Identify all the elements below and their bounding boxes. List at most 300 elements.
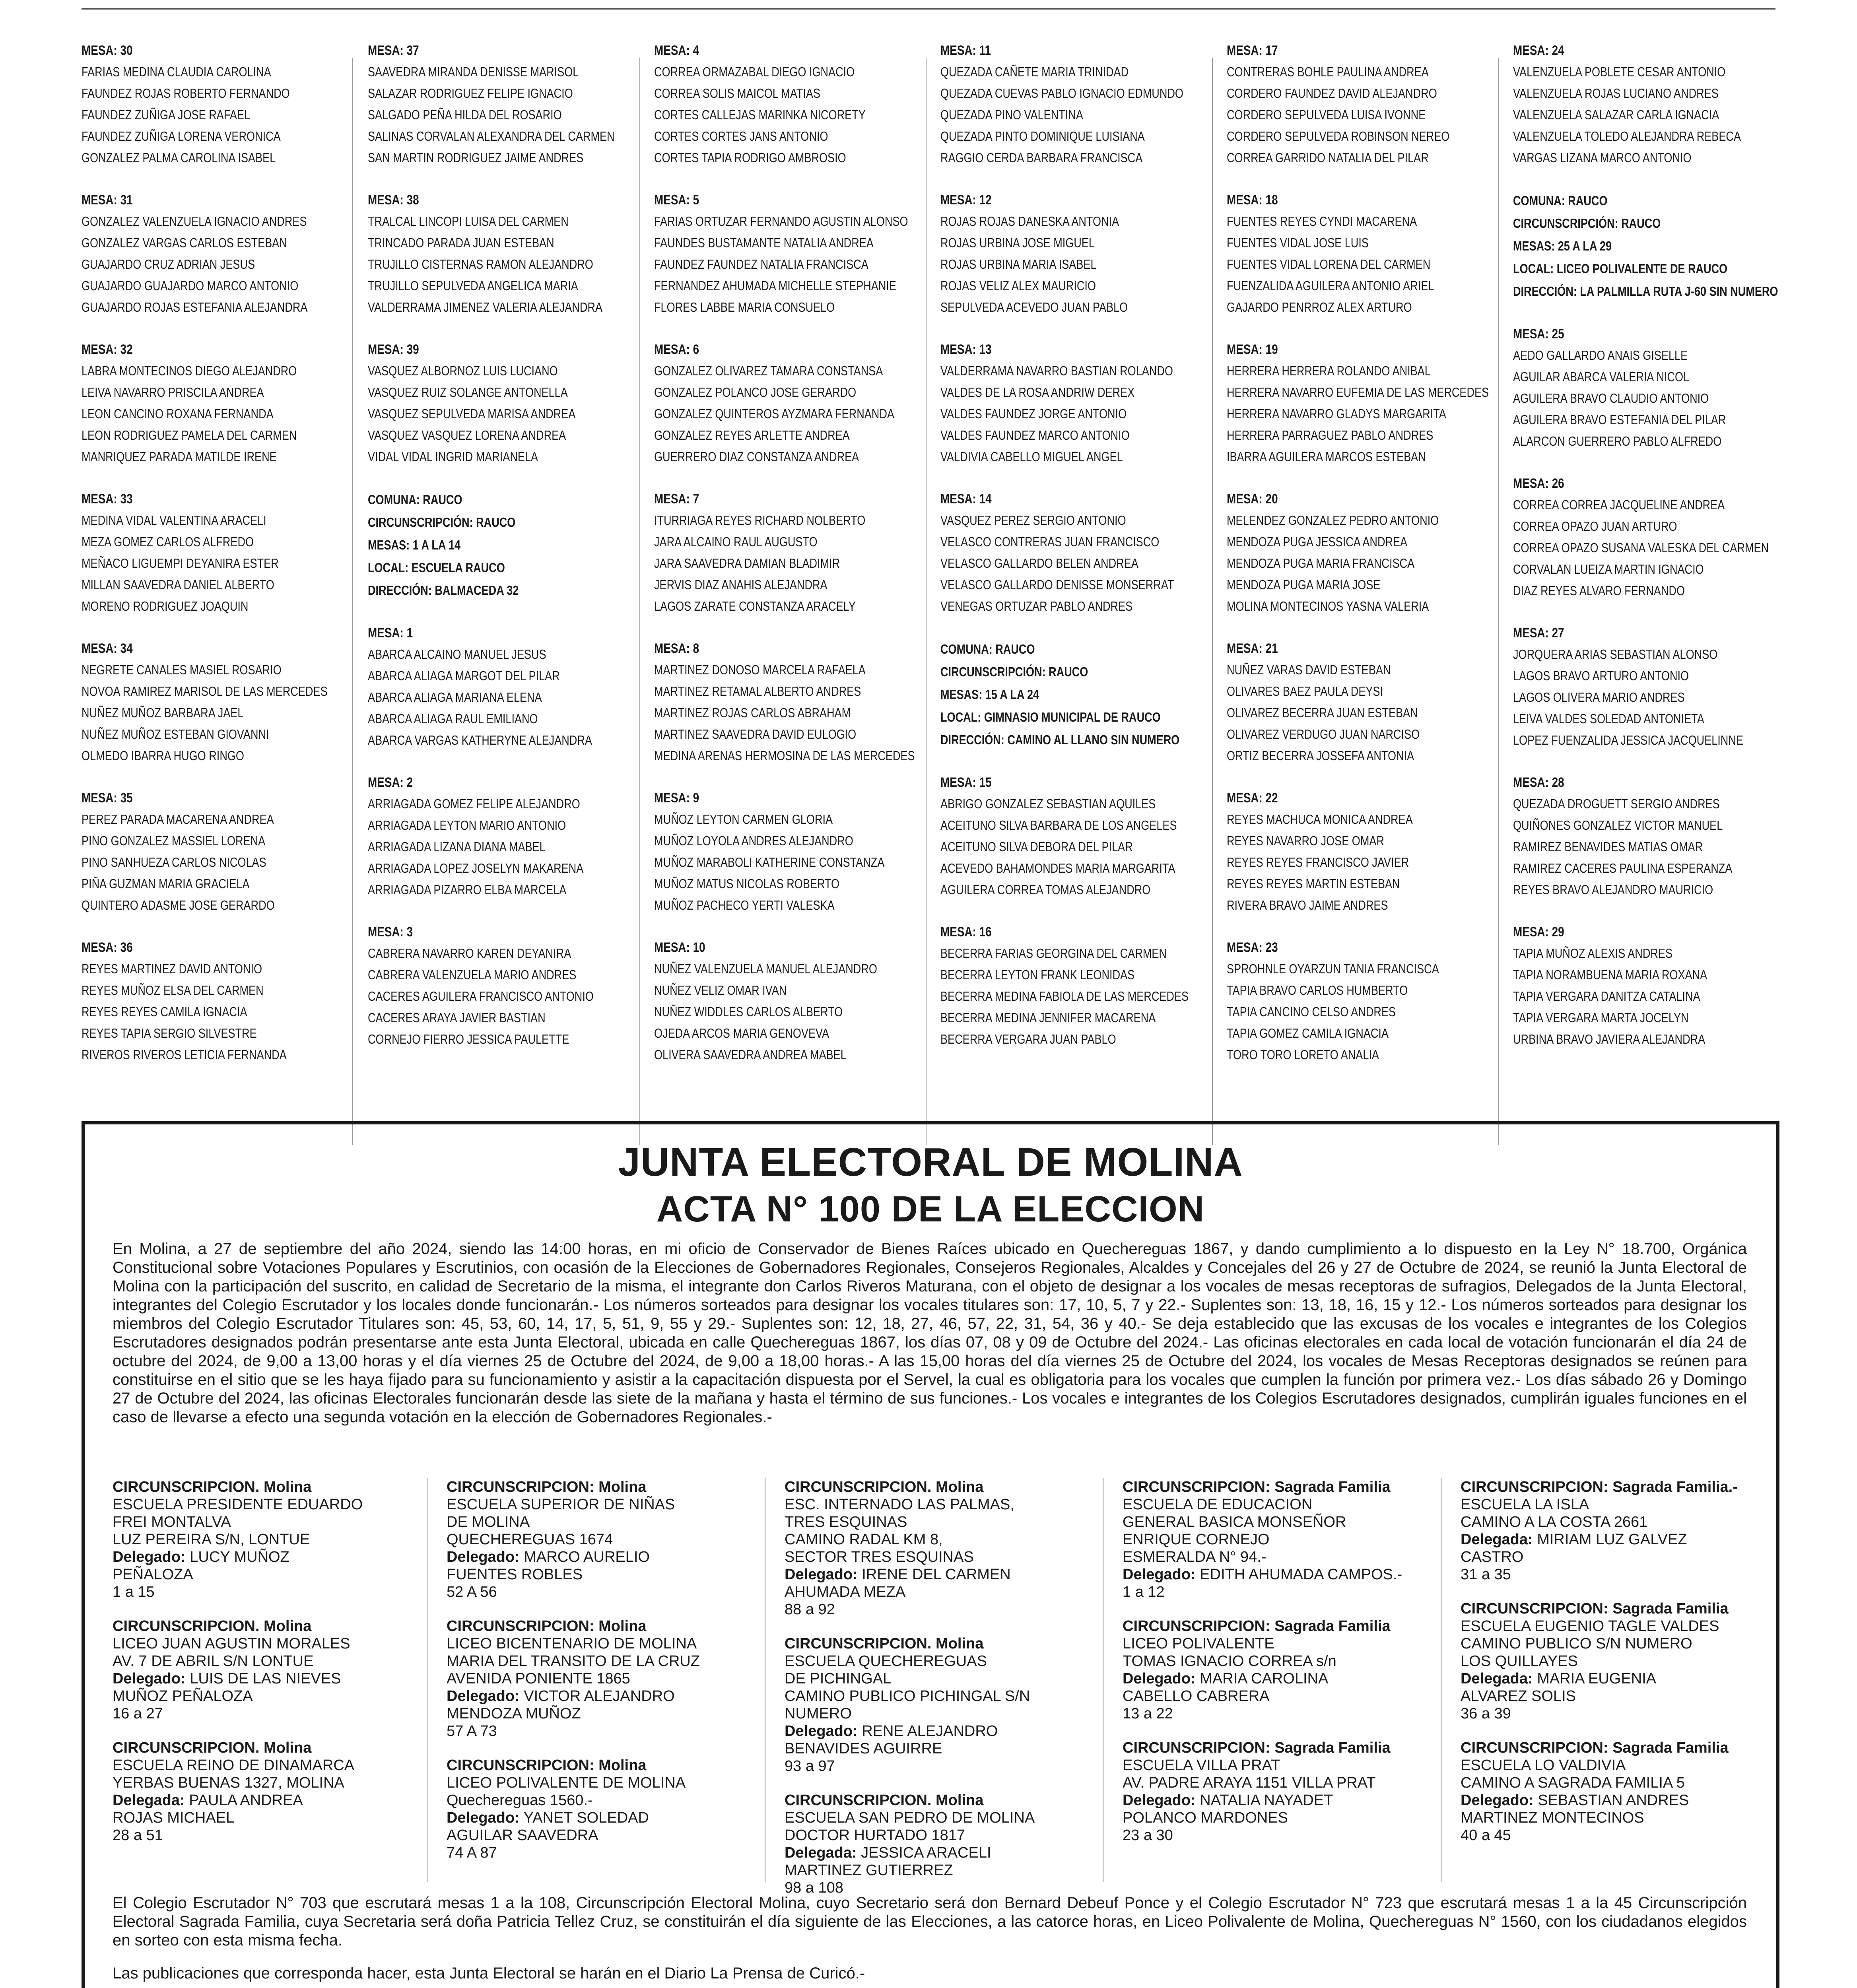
vocal-name: LEON CANCINO ROXANA FERNANDA xyxy=(82,406,274,421)
delegado-label: Delegado: xyxy=(785,1566,858,1583)
mesa-number: MESA: 10 xyxy=(654,940,705,955)
mesa-number: MESA: 16 xyxy=(940,924,992,940)
circ-heading: CIRCUNSCRIPCION: Molina xyxy=(447,1479,647,1495)
vocal-name: VALENZUELA POBLETE CESAR ANTONIO xyxy=(1513,64,1726,79)
circ-heading: CIRCUNSCRIPCION. Molina xyxy=(785,1635,984,1652)
vocal-name: ROJAS URBINA JOSE MIGUEL xyxy=(940,235,1095,250)
mesa-block xyxy=(1227,937,1452,1066)
mesa-block xyxy=(654,638,915,767)
delegado-name: MARIA CAROLINA xyxy=(1200,1670,1329,1687)
delegado-label: Delegado: xyxy=(1461,1792,1534,1809)
mesa-block xyxy=(82,787,307,916)
vocal-name: PINO GONZALEZ MASSIEL LORENA xyxy=(82,833,266,848)
delegado-name-cont: CASTRO xyxy=(1461,1549,1524,1565)
vocal-name: VIDAL VIDAL INGRID MARIANELA xyxy=(368,449,538,464)
mesa-number: MESA: 34 xyxy=(82,641,133,656)
vocal-name: QUEZADA PINO VALENTINA xyxy=(940,107,1083,122)
local-line: AV. 7 DE ABRIL S/N LONTUE xyxy=(113,1653,314,1670)
delegado-label: Delegado: xyxy=(1123,1566,1196,1583)
mesa-range: 93 a 97 xyxy=(785,1758,835,1774)
vocal-name: FAUNDEZ ZUÑIGA LORENA VERONICA xyxy=(82,129,281,144)
vocal-name: CORDERO FAUNDEZ DAVID ALEJANDRO xyxy=(1227,86,1437,101)
delegado-label: Delegada: xyxy=(785,1844,857,1861)
local-header-line: DIRECCIÓN: CAMINO AL LLANO SIN NUMERO xyxy=(940,732,1180,747)
circ-block xyxy=(113,1617,407,1722)
mesa-number: MESA: 30 xyxy=(82,43,133,58)
local-header-line: COMUNA: RAUCO xyxy=(1513,193,1608,208)
mesa-range: 1 a 12 xyxy=(1123,1584,1165,1600)
mesa-block xyxy=(940,488,1174,617)
circunscripcion-table xyxy=(113,1478,1747,1896)
local-line: ESCUELA LA ISLA xyxy=(1461,1496,1589,1513)
vocal-name: GAJARDO PENRROZ ALEX ARTURO xyxy=(1227,300,1412,315)
local-line: Quechereguas 1560.- xyxy=(447,1792,593,1809)
vocal-name: CORTES TAPIA RODRIGO AMBROSIO xyxy=(654,150,846,165)
mesa-number: MESA: 39 xyxy=(368,342,419,357)
vocal-name: ARRIAGADA LEYTON MARIO ANTONIO xyxy=(368,818,566,833)
circ-block xyxy=(785,1792,1079,1897)
mesa-range: 23 a 30 xyxy=(1123,1827,1173,1844)
vocal-name: FERNANDEZ AHUMADA MICHELLE STEPHANIE xyxy=(654,278,896,293)
vocal-name: CABRERA NAVARRO KAREN DEYANIRA xyxy=(368,946,571,961)
circ-block xyxy=(447,1478,741,1601)
circ-column xyxy=(785,1478,1079,1913)
circ-block xyxy=(447,1757,741,1862)
local-line: LUZ PEREIRA S/N, LONTUE xyxy=(113,1531,310,1548)
vocal-name: VASQUEZ VASQUEZ LORENA ANDREA xyxy=(368,428,566,443)
local-line: ESCUELA REINO DE DINAMARCA xyxy=(113,1757,355,1774)
vocal-name: ROJAS URBINA MARIA ISABEL xyxy=(940,257,1097,272)
mesa-block xyxy=(940,40,1183,169)
mesa-range: 36 a 39 xyxy=(1461,1705,1511,1722)
local-line: MARIA DEL TRANSITO DE LA CRUZ xyxy=(447,1653,700,1670)
delegado-name-cont: MENDOZA MUÑOZ xyxy=(447,1705,581,1722)
delegado-name: NATALIA NAYADET xyxy=(1200,1792,1333,1809)
delegado-label: Delegado: xyxy=(113,1670,186,1687)
circ-block xyxy=(1461,1739,1755,1844)
mesa-range: 74 A 87 xyxy=(447,1844,497,1861)
vocal-name: SAAVEDRA MIRANDA DENISSE MARISOL xyxy=(368,64,579,79)
vocal-name: VALDIVIA CABELLO MIGUEL ANGEL xyxy=(940,449,1123,464)
vocal-name: HERRERA NAVARRO GLADYS MARGARITA xyxy=(1227,406,1446,421)
local-line: ESCUELA QUECHEREGUAS xyxy=(785,1653,987,1670)
mesa-block xyxy=(1513,473,1769,602)
local-header-line: LOCAL: LICEO POLIVALENTE DE RAUCO xyxy=(1513,261,1728,276)
vocal-name: VENEGAS ORTUZAR PABLO ANDRES xyxy=(940,599,1133,613)
vocal-name: FAUNDEZ FAUNDEZ NATALIA FRANCISCA xyxy=(654,257,868,272)
vocal-name: CORREA GARRIDO NATALIA DEL PILAR xyxy=(1227,150,1429,165)
vocal-name: LEON RODRIGUEZ PAMELA DEL CARMEN xyxy=(82,428,297,443)
vocal-name: ACEVEDO BAHAMONDES MARIA MARGARITA xyxy=(940,861,1175,876)
circ-block xyxy=(785,1478,1079,1618)
vocal-name: ARRIAGADA LIZANA DIANA MABEL xyxy=(368,839,546,854)
vocal-name: REYES REYES CAMILA IGNACIA xyxy=(82,1004,247,1019)
vocal-name: LEIVA VALDES SOLEDAD ANTONIETA xyxy=(1513,711,1704,726)
vocal-name: GONZALEZ REYES ARLETTE ANDREA xyxy=(654,428,850,443)
mesa-block xyxy=(82,339,307,468)
circ-block xyxy=(447,1617,741,1740)
delegado-label: Delegado: xyxy=(1123,1792,1196,1809)
vocal-name: REYES MARTINEZ DAVID ANTONIO xyxy=(82,961,262,976)
mesa-column xyxy=(654,40,915,1086)
local-header-line: LOCAL: GIMNASIO MUNICIPAL DE RAUCO xyxy=(940,710,1161,724)
delegado-label: Delegado: xyxy=(785,1723,858,1740)
delegado-line xyxy=(113,1670,407,1687)
circ-heading: CIRCUNSCRIPCION. Molina xyxy=(785,1792,984,1809)
vocal-name: MUÑOZ LEYTON CARMEN GLORIA xyxy=(654,812,833,827)
circ-block xyxy=(1461,1600,1755,1722)
local-line: ENRIQUE CORNEJO xyxy=(1123,1531,1270,1548)
vocal-name: MUÑOZ LOYOLA ANDRES ALEJANDRO xyxy=(654,833,853,848)
local-line: DE PICHINGAL xyxy=(785,1670,892,1687)
delegado-name: PAULA ANDREA xyxy=(189,1792,303,1809)
local-header-line: CIRCUNSCRIPCIÓN: RAUCO xyxy=(1513,216,1661,231)
vocal-name: TRINCADO PARADA JUAN ESTEBAN xyxy=(368,235,554,250)
mesa-block xyxy=(1513,772,1738,901)
vocal-name: VALENZUELA ROJAS LUCIANO ANDRES xyxy=(1513,86,1719,101)
local-header-line: CIRCUNSCRIPCIÓN: RAUCO xyxy=(940,664,1088,679)
circ-heading: CIRCUNSCRIPCION. Molina xyxy=(113,1618,312,1635)
column-divider xyxy=(926,58,927,1145)
mesa-block xyxy=(82,937,307,1066)
mesa-number: MESA: 12 xyxy=(940,192,992,208)
vocal-name: DIAZ REYES ALVARO FERNANDO xyxy=(1513,583,1685,598)
delegado-label: Delegada: xyxy=(1461,1670,1533,1687)
vocal-name: ITURRIAGA REYES RICHARD NOLBERTO xyxy=(654,513,866,528)
vocal-name: TAPIA VERGARA MARTA JOCELYN xyxy=(1513,1010,1689,1025)
circ-heading: CIRCUNSCRIPCION. Molina xyxy=(113,1479,312,1495)
vocal-name: MUÑOZ PACHECO YERTI VALESKA xyxy=(654,898,835,912)
delegado-name-cont: AGUILAR SAAVEDRA xyxy=(447,1827,598,1844)
vocal-name: OLIVAREZ VERDUGO JUAN NARCISO xyxy=(1227,727,1420,742)
vocal-name: NUÑEZ VELIZ OMAR IVAN xyxy=(654,983,787,998)
vocal-name: ABARCA ALIAGA MARIANA ELENA xyxy=(368,690,542,705)
delegado-name: RENE ALEJANDRO xyxy=(862,1723,998,1740)
vocal-name: PIÑA GUZMAN MARIA GRACIELA xyxy=(82,876,250,891)
vocal-name: REYES TAPIA SERGIO SILVESTRE xyxy=(82,1026,257,1041)
mesa-range: 88 a 92 xyxy=(785,1601,835,1618)
circ-column xyxy=(113,1478,407,1861)
delegado-line xyxy=(785,1722,1079,1740)
vocal-name: LEIVA NAVARRO PRISCILA ANDREA xyxy=(82,385,264,400)
local-line: GENERAL BASICA MONSEÑOR xyxy=(1123,1514,1346,1530)
vocal-name: MARTINEZ ROJAS CARLOS ABRAHAM xyxy=(654,705,851,720)
delegado-line xyxy=(1123,1792,1417,1809)
vocal-name: NUÑEZ MUÑOZ ESTEBAN GIOVANNI xyxy=(82,727,269,742)
local-line: SECTOR TRES ESQUINAS xyxy=(785,1549,974,1565)
delegado-name-cont: MARTINEZ MONTECINOS xyxy=(1461,1809,1644,1826)
delegado-name-cont: CABELLO CABRERA xyxy=(1123,1688,1270,1705)
vocal-name: MUÑOZ MATUS NICOLAS ROBERTO xyxy=(654,876,840,891)
mesa-number: MESA: 37 xyxy=(368,43,419,58)
delegado-line xyxy=(113,1792,407,1809)
local-line: ESCUELA VILLA PRAT xyxy=(1123,1757,1280,1774)
vocal-name: HERRERA NAVARRO EUFEMIA DE LAS MERCEDES xyxy=(1227,385,1489,400)
vocal-name: MENDOZA PUGA MARIA FRANCISCA xyxy=(1227,556,1415,571)
mesa-number: MESA: 27 xyxy=(1513,625,1564,641)
mesa-range: 57 A 73 xyxy=(447,1723,497,1740)
delegado-label: Delegado: xyxy=(447,1809,520,1826)
local-line: LICEO JUAN AGUSTIN MORALES xyxy=(113,1635,350,1652)
vocal-name: SALINAS CORVALAN ALEXANDRA DEL CARMEN xyxy=(368,129,615,144)
local-line: ESCUELA LO VALDIVIA xyxy=(1461,1757,1626,1774)
mesa-number: MESA: 20 xyxy=(1227,491,1278,507)
vocal-name: FUENTES REYES CYNDI MACARENA xyxy=(1227,214,1417,229)
vocal-name: BECERRA MEDINA FABIOLA DE LAS MERCEDES xyxy=(940,989,1189,1004)
vocal-name: LAGOS BRAVO ARTURO ANTONIO xyxy=(1513,668,1689,683)
vocal-name: VALENZUELA TOLEDO ALEJANDRA REBECA xyxy=(1513,129,1741,144)
vocal-name: MOLINA MONTECINOS YASNA VALERIA xyxy=(1227,599,1429,613)
mesa-block xyxy=(368,189,602,318)
circ-column xyxy=(1123,1478,1417,1861)
mesa-range: 52 A 56 xyxy=(447,1584,497,1600)
vocal-name: VALDES DE LA ROSA ANDRIW DEREX xyxy=(940,385,1135,400)
circ-heading: CIRCUNSCRIPCION: Sagrada Familia.- xyxy=(1461,1479,1738,1495)
mesa-range: 1 a 15 xyxy=(113,1584,155,1600)
delegado-name-cont: BENAVIDES AGUIRRE xyxy=(785,1740,942,1757)
mesa-number: MESA: 5 xyxy=(654,192,699,208)
mesa-block xyxy=(82,638,328,767)
local-header-line: LOCAL: ESCUELA RAUCO xyxy=(368,560,505,575)
circ-block xyxy=(1123,1478,1417,1601)
vocal-name: LABRA MONTECINOS DIEGO ALEJANDRO xyxy=(82,363,297,378)
mesa-number: MESA: 4 xyxy=(654,43,699,58)
mesa-number: MESA: 33 xyxy=(82,491,133,507)
circ-heading: CIRCUNSCRIPCION: Sagrada Familia xyxy=(1123,1479,1391,1495)
local-header-line: MESAS: 25 A LA 29 xyxy=(1513,239,1612,253)
circ-column xyxy=(447,1478,741,1878)
vocal-name: AGUILAR ABARCA VALERIA NICOL xyxy=(1513,369,1690,384)
circ-block xyxy=(1461,1478,1755,1583)
vocal-name: VASQUEZ ALBORNOZ LUIS LUCIANO xyxy=(368,363,558,378)
vocal-name: REYES NAVARRO JOSE OMAR xyxy=(1227,833,1384,848)
mesa-block xyxy=(368,622,593,751)
vocal-name: AGUILERA BRAVO CLAUDIO ANTONIO xyxy=(1513,391,1709,406)
vocal-name: GUAJARDO ROJAS ESTEFANIA ALEJANDRA xyxy=(82,300,308,315)
circ-heading: CIRCUNSCRIPCION: Molina xyxy=(447,1757,647,1774)
vocal-name: SPROHNLE OYARZUN TANIA FRANCISCA xyxy=(1227,961,1439,976)
vocal-name: TRUJILLO CISTERNAS RAMON ALEJANDRO xyxy=(368,257,593,272)
local-header-line: COMUNA: RAUCO xyxy=(940,642,1035,656)
vocal-name: HERRERA HERRERA ROLANDO ANIBAL xyxy=(1227,363,1431,378)
mesa-number: MESA: 2 xyxy=(368,775,413,790)
mesa-number: MESA: 35 xyxy=(82,790,133,806)
mesa-block xyxy=(368,339,593,468)
vocal-name: LOPEZ FUENZALIDA JESSICA JACQUELINNE xyxy=(1513,733,1743,747)
local-line: TRES ESQUINAS xyxy=(785,1514,907,1530)
delegado-name: YANET SOLEDAD xyxy=(523,1809,649,1826)
vocal-name: CACERES AGUILERA FRANCISCO ANTONIO xyxy=(368,989,594,1004)
vocal-name: FARIAS ORTUZAR FERNANDO AGUSTIN ALONSO xyxy=(654,214,908,229)
mesa-block xyxy=(940,921,1189,1050)
vocal-name: TRUJILLO SEPULVEDA ANGELICA MARIA xyxy=(368,278,578,293)
mesa-number: MESA: 19 xyxy=(1227,342,1278,357)
local-line: FREI MONTALVA xyxy=(113,1514,231,1530)
vocal-name: FAUNDES BUSTAMANTE NATALIA ANDREA xyxy=(654,235,874,250)
local-line: NUMERO xyxy=(785,1705,852,1722)
acta-title: JUNTA ELECTORAL DE MOLINA xyxy=(618,1140,1243,1184)
vocal-name: REYES MACHUCA MONICA ANDREA xyxy=(1227,812,1413,827)
vocal-name: AEDO GALLARDO ANAIS GISELLE xyxy=(1513,348,1688,363)
vocal-name: PINO SANHUEZA CARLOS NICOLAS xyxy=(82,855,266,870)
vocal-name: QUIÑONES GONZALEZ VICTOR MANUEL xyxy=(1513,818,1723,833)
mesa-number: MESA: 9 xyxy=(654,790,699,806)
local-line: CAMINO PUBLICO PICHINGAL S/N xyxy=(785,1688,1030,1705)
vocal-name: URBINA BRAVO JAVIERA ALEJANDRA xyxy=(1513,1032,1705,1046)
column-divider xyxy=(639,58,640,1145)
delegado-name-cont: ALVAREZ SOLIS xyxy=(1461,1688,1576,1705)
vocal-name: GONZALEZ OLIVAREZ TAMARA CONSTANSA xyxy=(654,363,883,378)
vocal-name: SEPULVEDA ACEVEDO JUAN PABLO xyxy=(940,300,1128,315)
delegado-line xyxy=(447,1548,741,1566)
mesa-listing xyxy=(82,40,1778,1105)
vocal-name: JORQUERA ARIAS SEBASTIAN ALONSO xyxy=(1513,647,1718,662)
vocal-name: OLIVERA SAAVEDRA ANDREA MABEL xyxy=(654,1047,847,1062)
vocal-name: GONZALEZ VARGAS CARLOS ESTEBAN xyxy=(82,235,287,250)
mesa-number: MESA: 26 xyxy=(1513,476,1564,491)
vocal-name: GONZALEZ PALMA CAROLINA ISABEL xyxy=(82,150,276,165)
vocal-name: BECERRA LEYTON FRANK LEONIDAS xyxy=(940,967,1135,982)
vocal-name: QUINTERO ADASME JOSE GERARDO xyxy=(82,898,275,912)
circ-heading: CIRCUNSCRIPCION: Sagrada Familia xyxy=(1123,1618,1391,1635)
mesa-column xyxy=(82,40,328,1086)
vocal-name: FAUNDEZ ROJAS ROBERTO FERNANDO xyxy=(82,86,290,101)
vocal-name: MEZA GOMEZ CARLOS ALFREDO xyxy=(82,534,254,549)
delegado-line xyxy=(1461,1531,1755,1548)
vocal-name: ABARCA ALCAINO MANUEL JESUS xyxy=(368,647,546,662)
local-line: CAMINO PUBLICO S/N NUMERO xyxy=(1461,1635,1692,1652)
mesa-number: MESA: 15 xyxy=(940,775,992,790)
vocal-name: CORTES CALLEJAS MARINKA NICORETY xyxy=(654,107,866,122)
mesa-range: 13 a 22 xyxy=(1123,1705,1173,1722)
vocal-name: NUÑEZ VARAS DAVID ESTEBAN xyxy=(1227,662,1391,677)
acta-frame xyxy=(82,1121,1779,1988)
circ-heading: CIRCUNSCRIPCION: Molina xyxy=(447,1618,647,1635)
mesa-column xyxy=(368,40,615,1071)
vocal-name: TAPIA GOMEZ CAMILA IGNACIA xyxy=(1227,1026,1389,1041)
vocal-name: NEGRETE CANALES MASIEL ROSARIO xyxy=(82,662,282,677)
vocal-name: MARTINEZ RETAMAL ALBERTO ANDRES xyxy=(654,684,861,699)
mesa-block xyxy=(368,772,593,901)
mesa-number: MESA: 11 xyxy=(940,43,991,58)
vocal-name: MARTINEZ SAAVEDRA DAVID EULOGIO xyxy=(654,727,857,742)
circ-heading: CIRCUNSCRIPCION: Sagrada Familia xyxy=(1461,1740,1729,1756)
local-header-block xyxy=(368,488,593,602)
mesa-block xyxy=(1227,40,1452,169)
delegado-label: Delegado: xyxy=(447,1688,520,1705)
vocal-name: MORENO RODRIGUEZ JOAQUIN xyxy=(82,599,249,613)
mesa-block xyxy=(1227,339,1489,468)
vocal-name: OJEDA ARCOS MARIA GENOVEVA xyxy=(654,1026,829,1041)
mesa-range: 98 a 108 xyxy=(785,1879,843,1896)
vocal-name: NUÑEZ VALENZUELA MANUEL ALEJANDRO xyxy=(654,961,877,976)
local-line: QUECHEREGUAS 1674 xyxy=(447,1531,613,1548)
vocal-name: ABARCA ALIAGA MARGOT DEL PILAR xyxy=(368,668,560,683)
vocal-name: GONZALEZ POLANCO JOSE GERARDO xyxy=(654,385,857,400)
vocal-name: REYES REYES MARTIN ESTEBAN xyxy=(1227,876,1400,891)
local-line: YERBAS BUENAS 1327, MOLINA xyxy=(113,1774,344,1791)
local-line: ESC. INTERNADO LAS PALMAS, xyxy=(785,1496,1014,1513)
mesa-number: MESA: 32 xyxy=(82,342,133,357)
circ-block xyxy=(1123,1739,1417,1844)
delegado-name: MARIA EUGENIA xyxy=(1537,1670,1657,1687)
vocal-name: NOVOA RAMIREZ MARISOL DE LAS MERCEDES xyxy=(82,684,328,699)
vocal-name: CORNEJO FIERRO JESSICA PAULETTE xyxy=(368,1032,569,1046)
vocal-name: CORREA SOLIS MAICOL MATIAS xyxy=(654,86,821,101)
vocal-name: ACEITUNO SILVA DEBORA DEL PILAR xyxy=(940,839,1133,854)
vocal-name: VASQUEZ RUIZ SOLANGE ANTONELLA xyxy=(368,385,568,400)
column-divider xyxy=(352,58,353,1145)
vocal-name: VELASCO GALLARDO BELEN ANDREA xyxy=(940,556,1138,571)
delegado-label: Delegada: xyxy=(1461,1531,1533,1548)
vocal-name: BECERRA VERGARA JUAN PABLO xyxy=(940,1032,1116,1046)
local-header-line: CIRCUNSCRIPCIÓN: RAUCO xyxy=(368,515,516,530)
delegado-name-cont: PEÑALOZA xyxy=(113,1566,193,1583)
vocal-name: FUENZALIDA AGUILERA ANTONIO ARIEL xyxy=(1227,278,1434,293)
column-divider xyxy=(1498,58,1499,1145)
delegado-name-cont: FUENTES ROBLES xyxy=(447,1566,583,1583)
vocal-name: VALDES FAUNDEZ JORGE ANTONIO xyxy=(940,406,1127,421)
vocal-name: JARA SAAVEDRA DAMIAN BLADIMIR xyxy=(654,556,840,571)
vocal-name: TAPIA MUÑOZ ALEXIS ANDRES xyxy=(1513,946,1673,961)
vocal-name: CORREA OPAZO SUSANA VALESKA DEL CARMEN xyxy=(1513,540,1769,555)
vocal-name: GUAJARDO CRUZ ADRIAN JESUS xyxy=(82,257,255,272)
mesa-number: MESA: 25 xyxy=(1513,326,1564,342)
vocal-name: VELASCO GALLARDO DENISSE MONSERRAT xyxy=(940,577,1174,592)
vocal-name: ROJAS VELIZ ALEX MAURICIO xyxy=(940,278,1096,293)
vocal-name: AGUILERA CORREA TOMAS ALEJANDRO xyxy=(940,882,1151,897)
local-line: ESCUELA SAN PEDRO DE MOLINA xyxy=(785,1809,1035,1826)
mesa-block xyxy=(1513,921,1738,1050)
mesa-number: MESA: 6 xyxy=(654,342,699,357)
mesa-block xyxy=(368,921,593,1050)
circ-column xyxy=(1461,1478,1755,1861)
vocal-name: OLIVAREZ BECERRA JUAN ESTEBAN xyxy=(1227,705,1418,720)
vocal-name: JARA ALCAINO RAUL AUGUSTO xyxy=(654,534,818,549)
local-header-line: COMUNA: RAUCO xyxy=(368,492,462,507)
colegio-escrutador-text: El Colegio Escrutador N° 703 que escrutará mesas 1 a la 108, Circunscripción Electoral Molina, cuyo Secretario será don Bernard Debeuf Ponce y el Colegio Escrutador N° 723 que escrutará mesas 1 a la 45 Circunscripción Electoral Sagrada Familia, cuya Secretaria será doña Patricia Tellez Cruz, se constituirán el día siguiente de las Elecciones, a las catorce horas, en Liceo Polivalente de Molina, Quechereguas N° 1560, con los ciudadanos elegidos en sorteo con esta misma fecha. xyxy=(113,1894,1747,1949)
vocal-name: FAUNDEZ ZUÑIGA JOSE RAFAEL xyxy=(82,107,251,122)
vocal-name: CABRERA VALENZUELA MARIO ANDRES xyxy=(368,967,577,982)
vocal-name: LAGOS ZARATE CONSTANZA ARACELY xyxy=(654,599,856,613)
vocal-name: MEDINA ARENAS HERMOSINA DE LAS MERCEDES xyxy=(654,748,915,763)
local-line: ESCUELA SUPERIOR DE NIÑAS xyxy=(447,1496,675,1513)
delegado-name: LUIS DE LAS NIEVES xyxy=(190,1670,341,1687)
vocal-name: OLIVARES BAEZ PAULA DEYSI xyxy=(1227,684,1383,699)
vocal-name: ROJAS ROJAS DANESKA ANTONIA xyxy=(940,214,1119,229)
mesa-block xyxy=(1513,323,1738,452)
delegado-label: Delegado: xyxy=(447,1549,520,1565)
mesa-number: MESA: 21 xyxy=(1227,641,1278,656)
delegado-name-cont: ROJAS MICHAEL xyxy=(113,1809,235,1826)
vocal-name: ACEITUNO SILVA BARBARA DE LOS ANGELES xyxy=(940,818,1177,833)
mesa-block xyxy=(1227,638,1452,767)
vocal-name: FUENTES VIDAL LORENA DEL CARMEN xyxy=(1227,257,1431,272)
mesa-block xyxy=(1227,787,1452,916)
circ-heading: CIRCUNSCRIPCION. Molina xyxy=(785,1479,984,1495)
mesa-block xyxy=(368,40,615,169)
local-header-line: MESAS: 1 A LA 14 xyxy=(368,538,461,552)
mesa-block xyxy=(1513,40,1741,169)
vocal-name: VALDES FAUNDEZ MARCO ANTONIO xyxy=(940,428,1130,443)
acta-subtitle: ACTA N° 100 DE LA ELECCION xyxy=(656,1189,1205,1229)
vocal-name: RIVERA BRAVO JAIME ANDRES xyxy=(1227,898,1388,912)
vocal-name: AGUILERA BRAVO ESTEFANIA DEL PILAR xyxy=(1513,412,1726,427)
vocal-name: REYES MUÑOZ ELSA DEL CARMEN xyxy=(82,983,264,998)
mesa-block xyxy=(654,40,879,169)
column-divider xyxy=(1212,58,1213,1145)
vocal-name: VALDERRAMA JIMENEZ VALERIA ALEJANDRA xyxy=(368,300,602,315)
